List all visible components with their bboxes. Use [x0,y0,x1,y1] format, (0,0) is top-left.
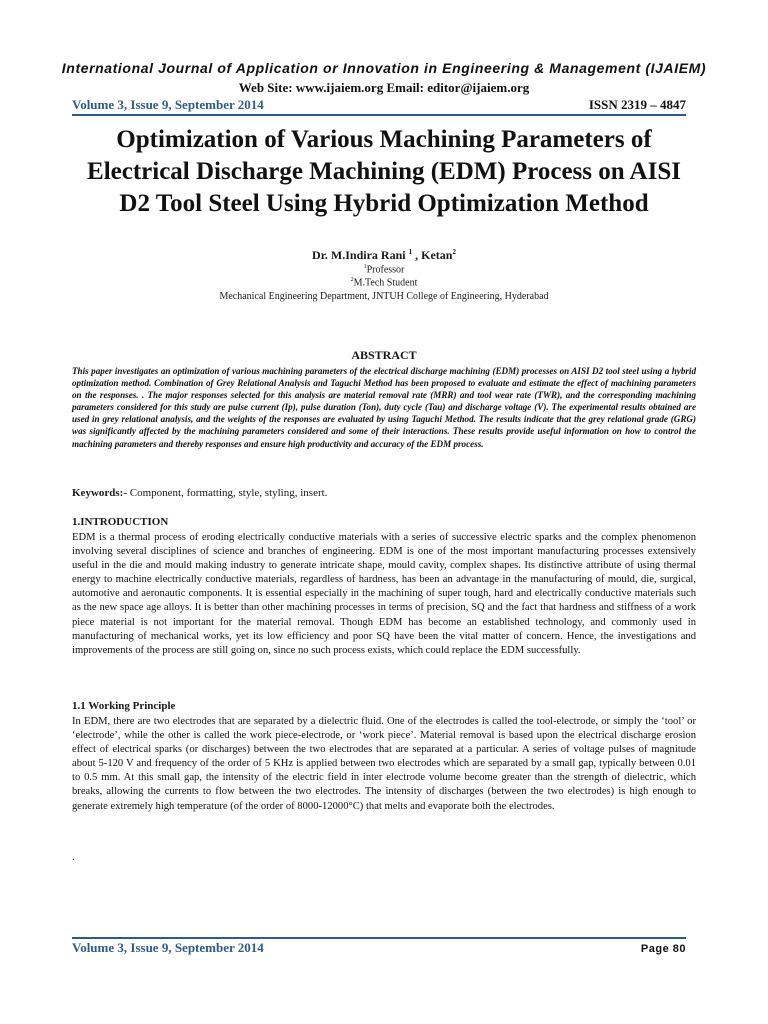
department: Mechanical Engineering Department, JNTUH College of Engineering, Hyderabad [219,291,549,302]
journal-website: Web Site: www.ijaiem.org Email: editor@ijaiem.org [238,80,530,95]
abstract-heading: ABSTRACT [351,348,417,362]
header-issn: ISSN 2319 – 4847 [588,97,686,112]
working-principle-paragraph: In EDM, there are two electrodes that are separated by a dielectric fluid. One of the electrodes is called the tool-electrode, or simply the ‘tool’ or ‘electrode’, while the other is called the work piece-electrode, or ‘work piece’. Material removal is based upon the electrical discharge erosion effect of electrical sparks (or discharges) between the two electrodes that are separated at a particular. A series of voltage pulses of magnitude about 5-120 V and frequency of the order of 5 KHz is applied between two electrodes which are separated by a small gap, typically between 0.01 to 0.5 mm. At this small gap, the intensity of the electric field in inter electrode volume become greater than the strength of dielectric, which breaks, allowing the currents to flow between the two electrodes. The intensity of discharges (between the two electrodes) is high enough to generate extremely high temperature (of the order of 8000-12000°C) that melts and evaporate both the electrodes. [72,716,696,812]
footer-volume: Volume 3, Issue 9, September 2014 [72,940,264,955]
page-number: Page 80 [640,943,686,955]
affiliation-1-mark: 1 [363,264,367,270]
keywords-label: Keywords:- [72,487,127,499]
footer-row [72,940,686,956]
author-line [0,248,768,263]
author-2-mark: 2 [452,248,456,256]
header-divider [72,114,686,116]
paper-title: Optimization of Various Machining Parameters of Electrical Discharge Machining (EDM) Process on AISI D2 Tool Steel Using Hybrid Optimization Method [87,126,681,217]
affiliation-2-text: M.Tech Student [353,277,418,289]
author-1: Dr. M.Indira Rani [312,248,406,262]
author-separator: , [412,248,422,262]
keywords [72,487,696,499]
author-2: Ketan [421,248,453,262]
author-1-mark: 1 [408,248,413,256]
section-heading-introduction: 1.INTRODUCTION [72,516,169,528]
footer-divider [72,937,686,939]
journal-name: International Journal of Application or Innovation in Engineering & Management (IJAIEM) [61,60,707,76]
introduction-paragraph: EDM is a thermal process of eroding electrically conductive materials with a series of successive electric sparks and the complex phenomenon involving several disciplines of science and branches of engineering. EDM is one of the most important manufacturing processes extensively useful in the die and mould making industry to generate intricate shape, mould cavity, complex shapes. Its distinctive attribute of using thermal energy to machine electrically conductive materials, regardless of hardness, has been an advantage in the manufacturing of mould, die, surgical, automotive and aeronautic components. It is essential especially in the machining of super tough, hard and electrically conductive materials such as the new space age alloys. It is better than other machining processes in terms of precision, SQ and the fact that hardness and stiffness of a work piece material is not important for the material removal. Though EDM has become an established technology, and commonly used in manufacturing of mechanical works, yet its low efficiency and poor SQ have been the vital matter of concern. Hence, the investigations and improvements of the process are still going on, since no such process exists, which could replace the EDM successfully. [72,532,696,656]
header-row [72,97,686,113]
affiliation-1 [0,264,768,275]
affiliation-2-mark: 2 [350,277,354,283]
subsection-heading-working-principle: 1.1 Working Principle [72,700,176,712]
affiliation-1-text: Professor [366,264,405,276]
affiliation-2 [0,277,768,288]
abstract-text: This paper investigates an optimization of various machining parameters of the electrical discharge machining (EDM) processes on AISI D2 tool steel using a hybrid optimization method. Combination of Grey Relational Analysis and Taguchi Method has been proposed to evaluate and estimate the effect of machining parameters on the responses. . The major responses selected for this analysis are material removal rate (MRR) and tool wear rate (TWR), and the corresponding machining parameters considered for this study are pulse current (Ip), pulse duration (Ton), duty cycle (Tau) and discharge voltage (V). The experimental results obtained are used in grey relational analysis, and the weights of the responses are evaluated by using Taguchi Method. The results indicate that the grey relational grade (GRG) was significantly affected by the machining parameters considered and some of their interactions. These results provide useful information on how to control the machining parameters and thereby responses and ensure high productivity and accuracy of the EDM process. [72,366,696,449]
keywords-list: Component, formatting, style, styling, insert. [127,487,328,499]
header-volume: Volume 3, Issue 9, September 2014 [72,97,264,112]
trailing-mark: . [72,851,75,863]
